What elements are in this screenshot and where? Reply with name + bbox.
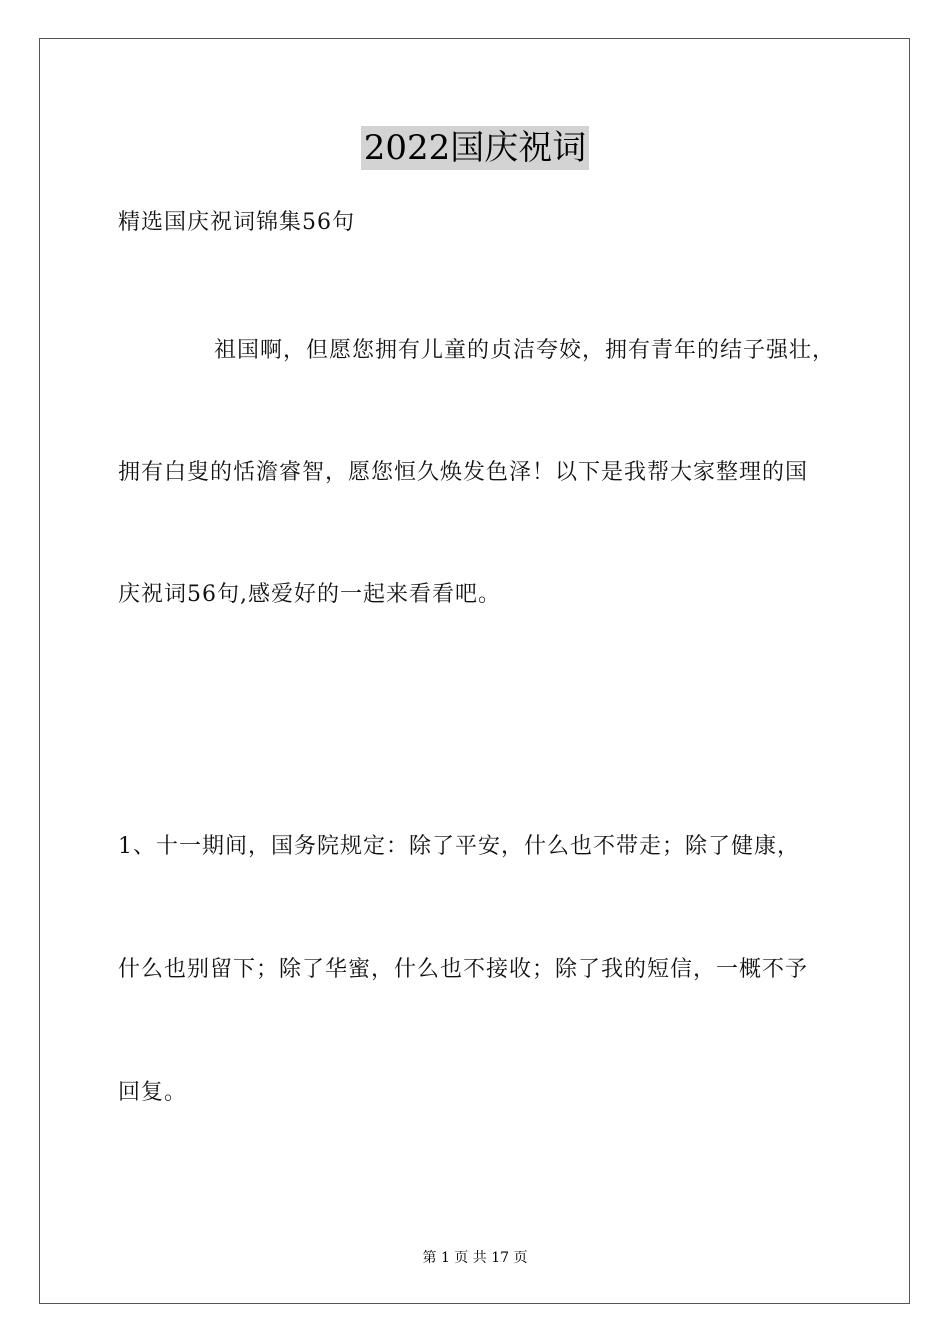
title-container <box>0 126 950 170</box>
page-footer: 第 1 页 共 17 页 <box>422 1250 528 1266</box>
item-1-line-3: 回复。 <box>118 1080 188 1105</box>
intro-line-2: 拥有白叟的恬澹睿智，愿您恒久焕发色泽！以下是我帮大家整理的国 <box>118 460 809 485</box>
intro-line-3: 庆祝词56句,感爱好的一起来看看吧。 <box>118 582 501 607</box>
document-title: 2022国庆祝词 <box>361 126 590 170</box>
intro-line-1: 祖国啊，但愿您拥有儿童的贞洁夸姣，拥有青年的结子强壮， <box>214 338 836 363</box>
item-1-line-2: 什么也别留下；除了华蜜，什么也不接收；除了我的短信，一概不予 <box>118 957 809 982</box>
subtitle: 精选国庆祝词锦集56句 <box>118 210 355 235</box>
item-1-line-1: 1、十一期间，国务院规定：除了平安，什么也不带走；除了健康， <box>118 834 800 859</box>
